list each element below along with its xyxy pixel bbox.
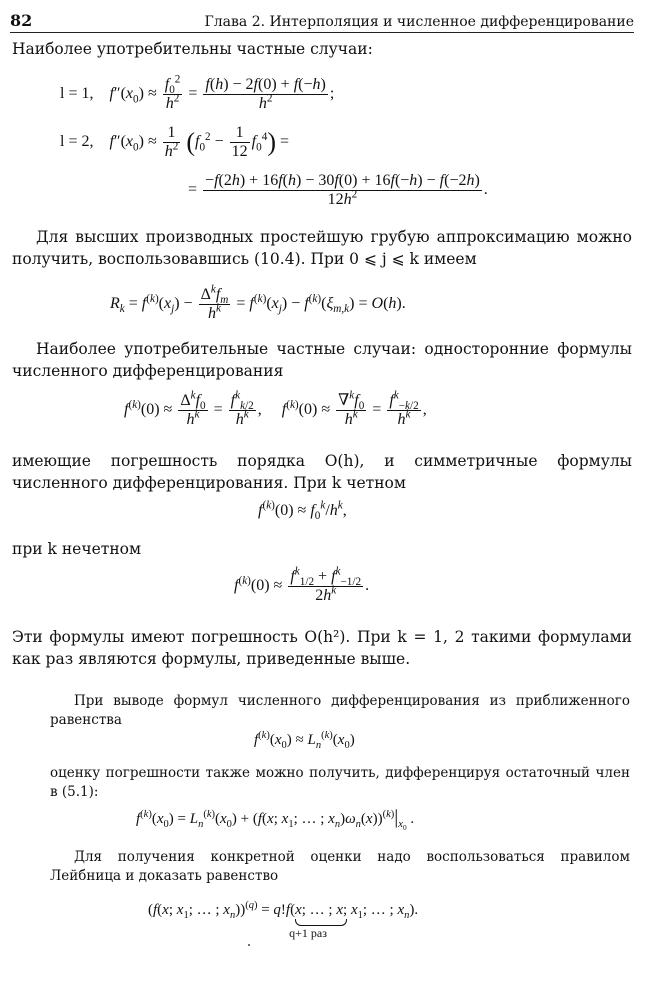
formula-one-sided: $f^{(k)}(0)$ ≈ $\frac{\Delta^kf_0}{h^k}$ = $\frac{f^k_{k/2}}{h^k}$ , $f^{(k)}(0)$ ≈ $\frac{\nabla^kf_0}{h^k}$ = $\frac{f^k_{-k/2}}{h^k}$ , bbox=[124, 389, 427, 428]
paragraph-4: имеющие погрешность порядка O(h), и симметричные формулы численного дифференцирования. При k четном bbox=[12, 452, 632, 492]
formula-l2-label: l = 2, bbox=[60, 133, 94, 151]
formula-odd-k: $f^{(k)}(0)$ ≈ $\frac{f^k_{1/2} + f^k_{-1/2}}{2h^k}$ . bbox=[234, 565, 370, 604]
formula-l2-cont: = $\frac{-f(2h) + 16f(h) - 30f(0) + 16f(-h) - f(-2h)}{12h^2}$ . bbox=[188, 172, 488, 208]
paragraph-9: Для получения конкретной оценки надо воспользоваться правилом Лейбница и доказать равенство bbox=[50, 849, 630, 884]
page-mark bbox=[248, 944, 250, 946]
page-header bbox=[10, 6, 634, 33]
formula-rk: $R_k = f^{(k)}(x_j)$ − $\frac{\Delta^kf_m}{h^k}$ = $f^{(k)}(x_j) - f^{(k)}(\xi_{m,k}) = O(h)$. bbox=[110, 283, 406, 322]
paragraph-5: при k нечетном bbox=[12, 540, 142, 558]
page-number: 82 bbox=[10, 11, 33, 30]
paragraph-2: Для высших производных простейшую грубую аппроксимацию можно получить, воспользовавшись (10.4). При 0 ⩽ j ⩽ k имеем bbox=[12, 228, 632, 268]
paragraph-3: Наиболее употребительные частные случаи: односторонние формулы численного дифференцирования bbox=[12, 340, 632, 380]
formula-l2: l = 2, $f''(x_0)$ ≈ $\frac{1}{h^2}$ ($f_0^2$ − $\frac{1}{12}$ $f_0^4$) = bbox=[60, 124, 290, 160]
underbrace bbox=[295, 919, 347, 926]
formula-l1-label: l = 1, bbox=[60, 85, 94, 103]
formula-even-k: $f^{(k)}(0) \approx f_0^k/h^k$, bbox=[258, 499, 347, 523]
paragraph-6: Эти формулы имеют погрешность O(h²). При k = 1, 2 такими формулами как раз являются формулы, приведенные выше. bbox=[12, 628, 632, 668]
formula-leibniz: (f(x; $x_1$; … ; $x_n))^{(q)} = q!f(x$; … ; x; q+1 раз $x_1$; … ; $x_n$). bbox=[148, 900, 419, 940]
paragraph-8: оценку погрешности также можно получить, дифференцируя остаточный член в (5.1): bbox=[50, 765, 630, 800]
brace-label: q+1 раз bbox=[289, 926, 327, 940]
formula-l1: l = 1, $f''(x_0)$ ≈ $\frac{f_0^2}{h^2}$ = $\frac{f(h) - 2f(0) + f(-h)}{h^2}$ ; bbox=[60, 73, 335, 112]
formula-remainder: $f^{(k)}(x_0) = L_n^{(k)}(x_0) + (f(x$; $x_1$; … ; $x_n)\omega_n(x))^{(k)}|_{x_0}$ . bbox=[136, 806, 415, 833]
brace-group: x; … ; x; q+1 раз bbox=[289, 902, 348, 940]
running-title: Глава 2. Интерполяция и численное дифференцирование bbox=[204, 14, 634, 30]
paragraph-1: Наиболее употребительны частные случаи: bbox=[12, 40, 373, 58]
formula-lagrange: $f^{(k)}(x_0) \approx L_n^{(k)}(x_0)$ bbox=[254, 730, 355, 751]
paragraph-7: При выводе формул численного дифференцирования из приближенного равенства bbox=[50, 693, 630, 728]
